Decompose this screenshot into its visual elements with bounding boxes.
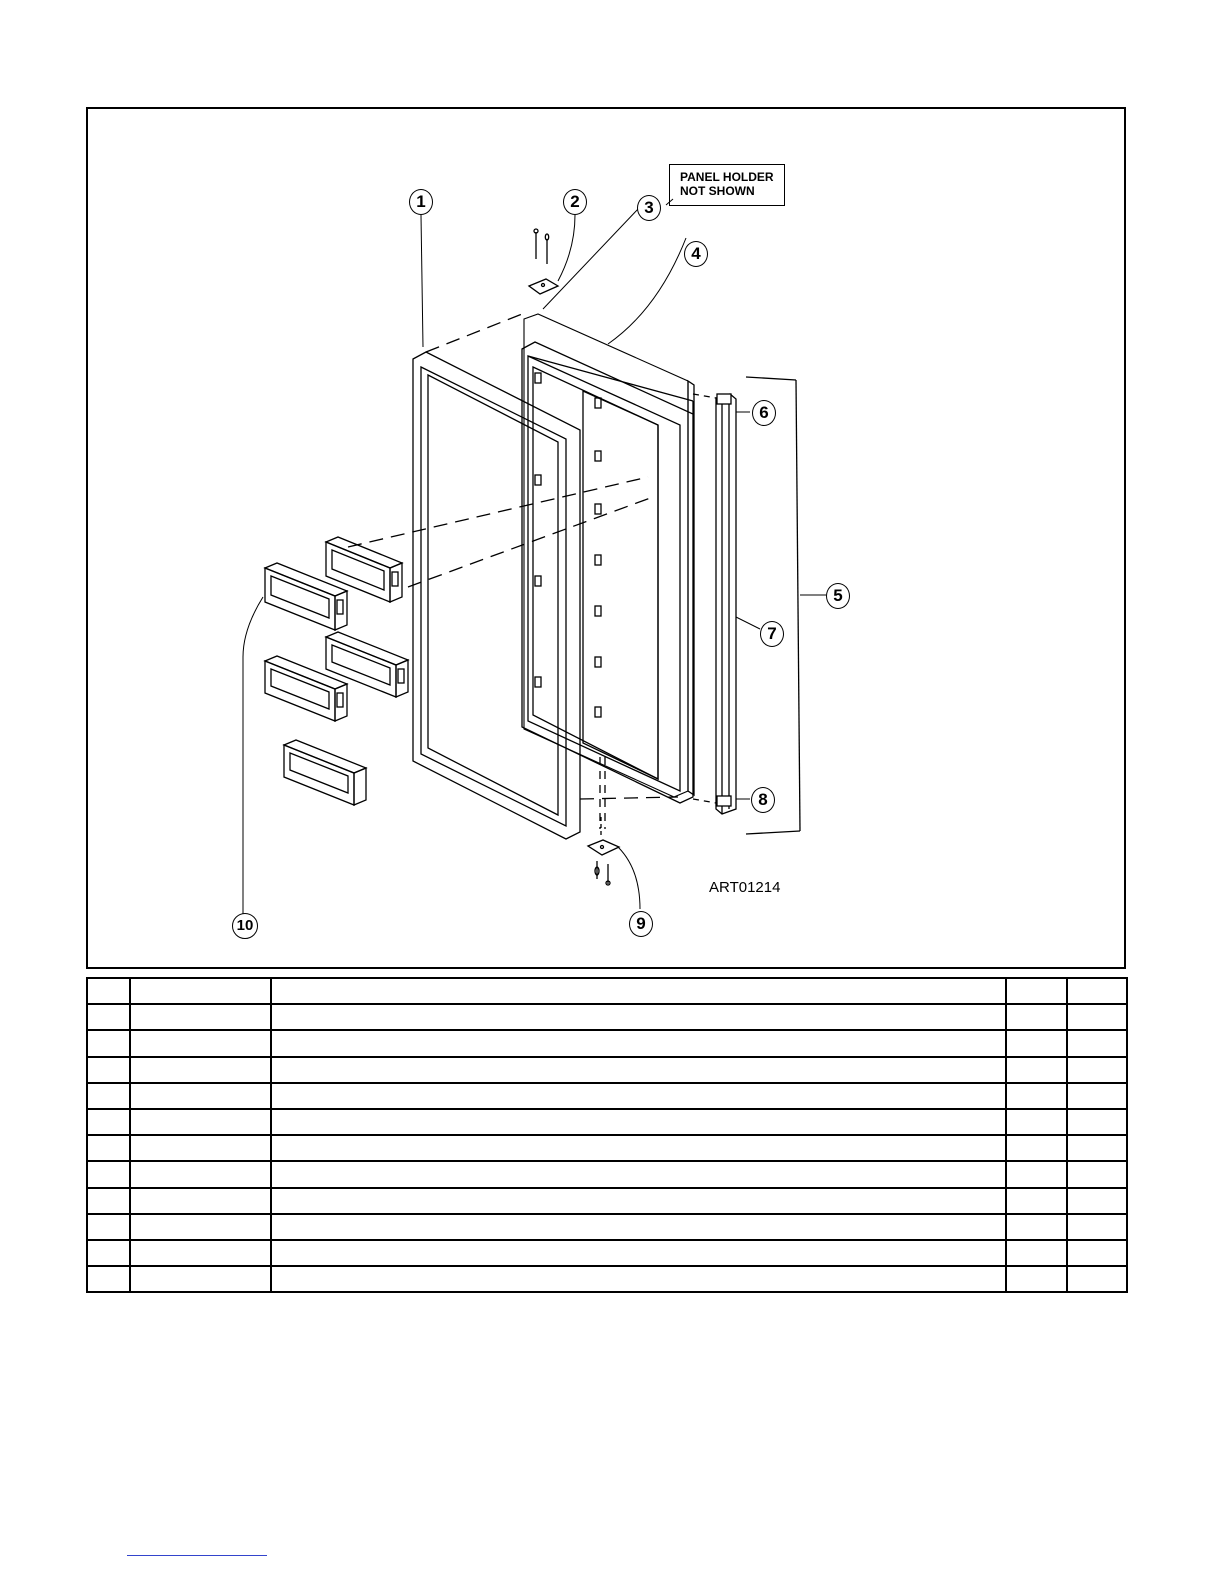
table-row (87, 1135, 1127, 1161)
header-cell (1006, 978, 1067, 1004)
footer-link-underline[interactable] (127, 1555, 267, 1556)
table-cell (271, 1083, 1006, 1109)
table-row (87, 1057, 1127, 1083)
header-cell (130, 978, 271, 1004)
table-cell (1067, 1004, 1127, 1030)
table-cell (1006, 1135, 1067, 1161)
table-cell (1067, 1161, 1127, 1187)
callout-1: 1 (409, 189, 433, 215)
callout-5: 5 (826, 583, 850, 609)
table-cell (1067, 1057, 1127, 1083)
table-cell (130, 1240, 271, 1266)
callout-7: 7 (760, 621, 784, 647)
table-cell (130, 1214, 271, 1240)
table-cell (271, 1030, 1006, 1056)
table-cell (130, 1266, 271, 1292)
table-cell (1067, 1135, 1127, 1161)
table-cell (1006, 1266, 1067, 1292)
table-header-row (87, 978, 1127, 1004)
panel-holder-note (669, 164, 785, 206)
table-cell (87, 1188, 130, 1214)
callout-3: 3 (637, 195, 661, 221)
callout-8: 8 (751, 787, 775, 813)
table-cell (1067, 1266, 1127, 1292)
header-cell (271, 978, 1006, 1004)
table-cell (1006, 1030, 1067, 1056)
table-row (87, 1083, 1127, 1109)
door-gasket (413, 352, 580, 839)
table-cell (1067, 1083, 1127, 1109)
table-cell (1006, 1004, 1067, 1030)
art-code-label: ART01214 (709, 879, 781, 896)
table-cell (130, 1057, 271, 1083)
table-cell (271, 1188, 1006, 1214)
callout-2: 2 (563, 189, 587, 215)
table-cell (87, 1135, 130, 1161)
door-exploded-view-drawing (88, 109, 1124, 967)
callout-9: 9 (629, 911, 653, 937)
table-cell (130, 1083, 271, 1109)
table-row (87, 1214, 1127, 1240)
table-row (87, 1266, 1127, 1292)
table-row (87, 1188, 1127, 1214)
table-cell (1006, 1214, 1067, 1240)
table-cell (1006, 1161, 1067, 1187)
table-cell (1067, 1188, 1127, 1214)
door-bins (265, 537, 408, 805)
table-cell (87, 1030, 130, 1056)
table-cell (87, 1240, 130, 1266)
table-cell (130, 1161, 271, 1187)
table-cell (1067, 1030, 1127, 1056)
table-cell (271, 1161, 1006, 1187)
callout-10: 10 (232, 913, 258, 939)
exploded-view-frame (86, 107, 1126, 969)
table-cell (87, 1214, 130, 1240)
table-cell (87, 1057, 130, 1083)
header-cell (87, 978, 130, 1004)
note-line-2: NOT SHOWN (680, 184, 755, 198)
table-cell (87, 1161, 130, 1187)
table-cell (271, 1214, 1006, 1240)
bottom-hinge (588, 817, 619, 885)
table-cell (1067, 1109, 1127, 1135)
table-cell (87, 1266, 130, 1292)
callout-4: 4 (684, 241, 708, 267)
table-cell (87, 1004, 130, 1030)
table-cell (1067, 1240, 1127, 1266)
table-cell (1006, 1057, 1067, 1083)
table-cell (130, 1109, 271, 1135)
table-cell (87, 1109, 130, 1135)
table-cell (1006, 1188, 1067, 1214)
table-cell (1006, 1083, 1067, 1109)
table-cell (271, 1240, 1006, 1266)
callout-6: 6 (752, 400, 776, 426)
table-cell (130, 1030, 271, 1056)
door-handle-assembly (716, 377, 800, 834)
table-cell (1006, 1240, 1067, 1266)
table-row (87, 1240, 1127, 1266)
table-cell (271, 1057, 1006, 1083)
table-cell (271, 1266, 1006, 1292)
table-row (87, 1161, 1127, 1187)
table-row (87, 1030, 1127, 1056)
table-row (87, 1109, 1127, 1135)
table-cell (130, 1188, 271, 1214)
table-cell (87, 1083, 130, 1109)
table-cell (271, 1135, 1006, 1161)
table-cell (1006, 1109, 1067, 1135)
top-hinge (529, 229, 558, 294)
table-cell (271, 1004, 1006, 1030)
note-line-1: PANEL HOLDER (680, 170, 774, 184)
header-cell (1067, 978, 1127, 1004)
table-cell (271, 1109, 1006, 1135)
table-cell (130, 1004, 271, 1030)
table-cell (1067, 1214, 1127, 1240)
inner-door-panel (348, 314, 716, 829)
table-cell (130, 1135, 271, 1161)
table-row (87, 1004, 1127, 1030)
parts-list-table (86, 977, 1128, 1293)
